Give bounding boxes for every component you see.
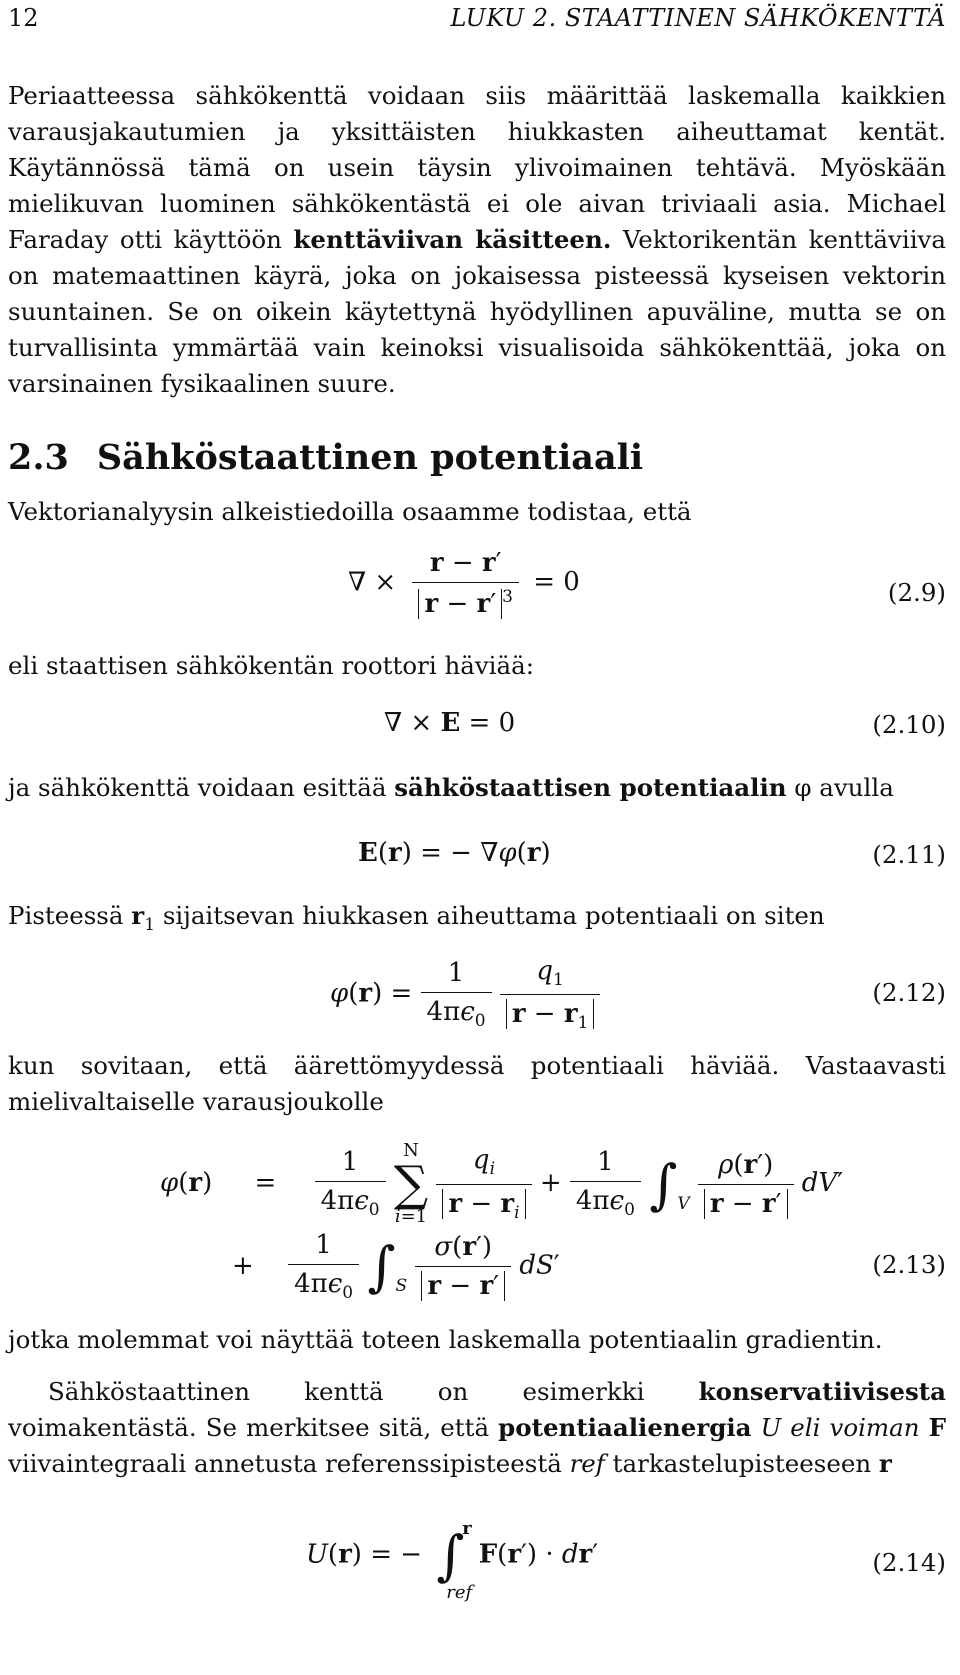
kenttaviiva-term: kenttäviivan käsitteen. bbox=[293, 225, 612, 254]
page-header bbox=[8, 4, 946, 40]
paragraph-point: Pisteessä $r_1$ sijaitsevan hiukkasen aiheuttama potentiaali on siten bbox=[8, 901, 825, 935]
equation-2-14: U(r) = − ∫ r ref F(r′) · dr′ bbox=[306, 1518, 599, 1603]
potential-term: sähköstaattisen potentiaalin bbox=[394, 773, 787, 802]
equation-number-2-9: (2.9) bbox=[887, 578, 946, 607]
intro-paragraph: Periaatteessa sähkökenttä voidaan siis määrittää laskemalla kaikkien varausjakautumien ja yksittäisten hiukkasten aiheuttamat kentät. Käytännössä tämä on usein täysin ylivoimainen tehtävä. Myöskään mielikuvan luominen sähkökentästä ei ole aivan triviaali asia. Michael Faraday otti käyttöön kenttäviivan käsitteen. Vektorikentän kenttäviiva on matemaattinen käyrä, joka on jokaisessa pisteessä kyseisen vektorin suuntainen. Se on oikein käytettynä hyödyllinen apuväline, mutta se on turvallisinta ymmärtää vain keinoksi visualisoida sähkökenttää, joka on varsinainen fysikaalinen suure. bbox=[8, 81, 946, 398]
equation-number-2-14: (2.14) bbox=[872, 1548, 946, 1577]
equation-2-12: φ(r) = $\frac{1}{4\pi\epsilon_0}$ $\frac{q_1}{r - r_1}$ bbox=[330, 956, 600, 1033]
equation-2-10: ∇ × E = 0 bbox=[384, 708, 516, 738]
paragraph-vector: Vektorianalyysin alkeistiedoilla osaamme todistaa, että bbox=[8, 497, 692, 526]
equation-2-11: E(r) = − ∇φ(r) bbox=[358, 838, 551, 868]
paragraph-potential: ja sähkökenttä voidaan esittää sähköstaattisen potentiaalin φ avulla bbox=[8, 773, 894, 802]
paragraph-roottori: eli staattisen sähkökentän roottori häviää: bbox=[8, 651, 534, 680]
equation-number-2-13: (2.13) bbox=[872, 1250, 946, 1279]
equation-2-13-line2: + $\frac{1}{4\pi\epsilon_0}$ $\int_S$ $\frac{\sigma(r')}{r - r'}$ dS′ bbox=[232, 1230, 560, 1304]
equation-2-13-line1: φ(r) = $\frac{1}{4\pi\epsilon_0}$ N ∑ i=1 $\frac{q_i}{r - r_i}$ + $\frac{1}{4\pi\epsilon_0}$ $\int_V$ $\frac{\rho(r')}{r - r'}$ dV′ bbox=[160, 1140, 844, 1227]
equation-number-2-10: (2.10) bbox=[872, 710, 946, 739]
equation-2-9: ∇ × $\frac{r - r'}{r - r' ^3}$ = 0 bbox=[348, 548, 580, 619]
paragraph-conservative: Sähköstaattinen kenttä on esimerkki konservatiivisesta voimakentästä. Se merkitsee sitä, että potentiaalienergia U eli voiman F viivaintegraali annetusta referenssipisteestä ref tarkastelupisteeseen r bbox=[8, 1377, 946, 1478]
equation-number-2-11: (2.11) bbox=[872, 840, 946, 869]
page-number: 12 bbox=[8, 4, 39, 32]
section-heading bbox=[8, 437, 643, 478]
equation-number-2-12: (2.12) bbox=[872, 978, 946, 1007]
section-title: Sähköstaattinen potentiaali bbox=[96, 437, 644, 478]
paragraph-jotka: jotka molemmat voi näyttää toteen laskemalla potentiaalin gradientin. bbox=[8, 1325, 883, 1354]
chapter-title: LUKU 2. STAATTINEN SÄHKÖKENTTÄ bbox=[450, 4, 946, 32]
paragraph-kun: kun sovitaan, että äärettömyydessä potentiaali häviää. Vastaavasti mielivaltaiselle varausjoukolle bbox=[8, 1051, 946, 1116]
section-number: 2.3 bbox=[8, 437, 69, 478]
